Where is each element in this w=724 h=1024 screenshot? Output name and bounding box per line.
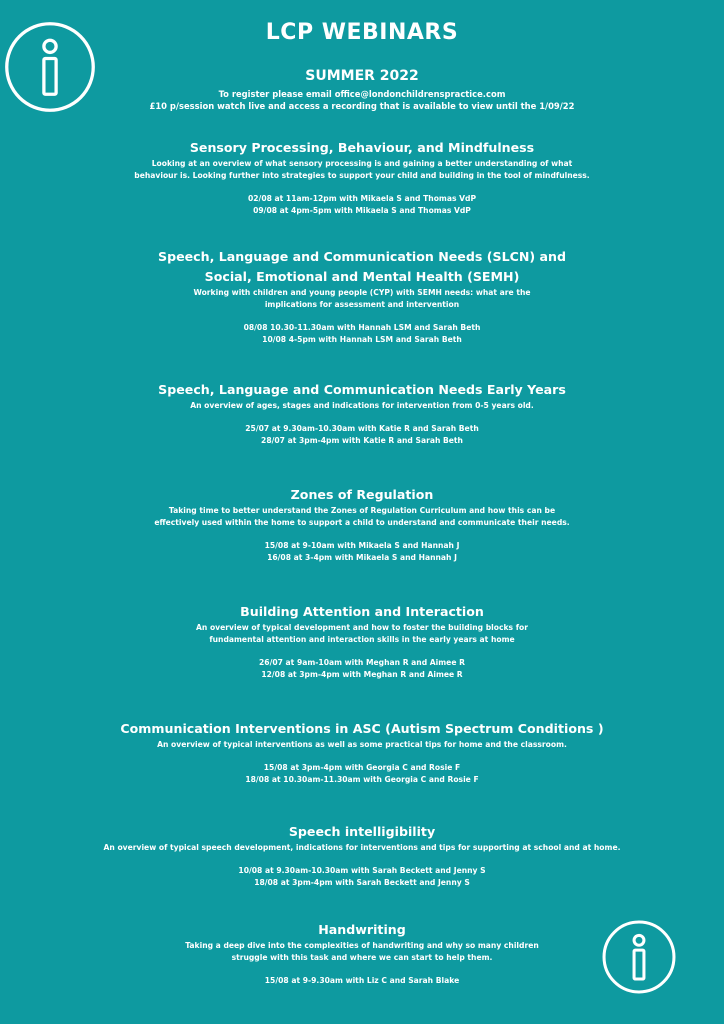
season-heading: SUMMER 2022 [305, 68, 419, 84]
webinar-section [40, 247, 684, 346]
session-dates: 02/08 at 11am-12pm with Mikaela S and Thomas VdP 09/08 at 4pm-5pm with Mikaela S and Thomas VdP [247, 194, 477, 215]
webinar-section [40, 380, 684, 447]
session-dates: 10/08 at 9.30am-10.30am with Sarah Beckett and Jenny S 18/08 at 3pm-4pm with Sarah Beckett and Jenny S [238, 866, 486, 887]
session-dates: 25/07 at 9.30am-10.30am with Katie R and Sarah Beth 28/07 at 3pm-4pm with Katie R and Sarah Beth [245, 424, 479, 445]
section-description: An overview of ages, stages and indications for intervention from 0-5 years old. [190, 401, 534, 410]
section-title: Speech, Language and Communication Needs (SLCN) and Social, Emotional and Mental Health (SEMH) [158, 249, 566, 284]
section-description: An overview of typical development and how to foster the building blocks for fundamental attention and interaction skills in the early years at home [196, 623, 528, 644]
section-description: Looking at an overview of what sensory processing is and gaining a better understanding of what behaviour is. Looking further into strategies to support your child and building in the tool of mindfulness. [134, 159, 590, 180]
page-title: LCP WEBINARS [265, 20, 459, 45]
session-dates: 15/08 at 3pm-4pm with Georgia C and Rosie F 18/08 at 10.30am-11.30am with Georgia C and Rosie F [245, 763, 479, 784]
section-description: Taking a deep dive into the complexities of handwriting and why so many children struggle with this task and where we can start to help them. [185, 941, 539, 962]
session-dates: 08/08 10.30-11.30am with Hannah LSM and Sarah Beth 10/08 4-5pm with Hannah LSM and Sarah Beth [243, 323, 481, 344]
section-description: Taking time to better understand the Zones of Regulation Curriculum and how this can be effectively used within the home to support a child to understand and communicate their needs. [154, 506, 570, 527]
webinar-section [40, 485, 684, 564]
webinar-section [40, 602, 684, 681]
price-info: £10 p/session watch live and access a recording that is available to view until the 1/09/22 [149, 101, 575, 111]
webinar-section [40, 822, 684, 889]
section-title: Communication Interventions in ASC (Autism Spectrum Conditions ) [120, 721, 604, 736]
section-title: Building Attention and Interaction [240, 604, 484, 619]
webinar-section [40, 920, 684, 987]
section-title: Sensory Processing, Behaviour, and Mindfulness [189, 140, 535, 155]
section-description: An overview of typical speech development, indications for interventions and tips for supporting at school and at home. [103, 843, 621, 852]
register-instructions: To register please email office@londonchildrenspractice.com [218, 89, 506, 99]
section-description: Working with children and young people (CYP) with SEMH needs: what are the implications for assessment and intervention [193, 288, 531, 309]
section-title: Zones of Regulation [290, 487, 434, 502]
session-dates: 15/08 at 9-9.30am with Liz C and Sarah Blake [264, 976, 460, 985]
section-title: Speech, Language and Communication Needs Early Years [158, 382, 566, 397]
section-description: An overview of typical interventions as well as some practical tips for home and the classroom. [157, 740, 567, 749]
section-title: Handwriting [318, 922, 406, 937]
session-dates: 15/08 at 9-10am with Mikaela S and Hannah J 16/08 at 3-4pm with Mikaela S and Hannah J [264, 541, 460, 562]
webinar-section [40, 719, 684, 786]
webinar-section [40, 138, 684, 217]
section-title: Speech intelligibility [288, 824, 436, 839]
session-dates: 26/07 at 9am-10am with Meghan R and Aimee R 12/08 at 3pm-4pm with Meghan R and Aimee R [259, 658, 465, 679]
